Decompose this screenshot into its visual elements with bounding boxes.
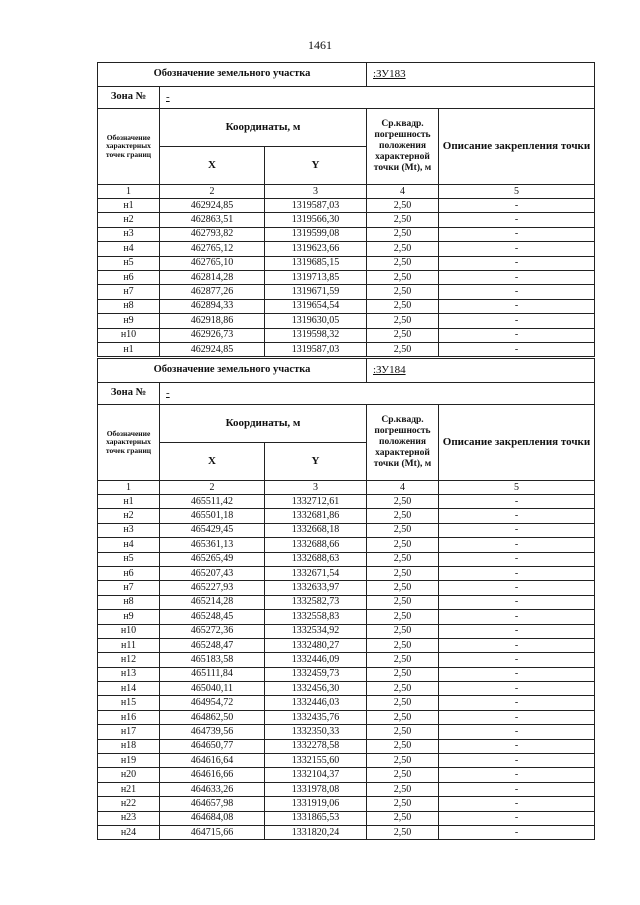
description-value: - [439, 328, 595, 342]
point-id: н4 [98, 242, 160, 256]
y-value: 1319587,03 [265, 342, 367, 356]
parcel-value: :ЗУ183 [367, 63, 595, 87]
x-value: 462793,82 [160, 227, 265, 241]
point-id: н9 [98, 610, 160, 624]
table-row [98, 638, 595, 652]
x-header: X [160, 147, 265, 185]
column-number: 5 [439, 185, 595, 199]
point-id: н19 [98, 754, 160, 768]
y-value: 1319654,54 [265, 299, 367, 313]
accuracy-value: 2,50 [367, 495, 439, 509]
page-number: 1461 [308, 38, 332, 52]
accuracy-header: Ср.квадр. погрешность положения характерной точки (Mt), м [367, 405, 439, 481]
point-id: н14 [98, 682, 160, 696]
x-value: 465429,45 [160, 523, 265, 537]
accuracy-value: 2,50 [367, 653, 439, 667]
x-value: 464650,77 [160, 739, 265, 753]
point-id: н5 [98, 256, 160, 270]
accuracy-value: 2,50 [367, 285, 439, 299]
point-id: н16 [98, 710, 160, 724]
y-value: 1332446,09 [265, 653, 367, 667]
description-value: - [439, 270, 595, 284]
y-value: 1332446,03 [265, 696, 367, 710]
accuracy-value: 2,50 [367, 797, 439, 811]
table-row [98, 667, 595, 681]
x-value: 465501,18 [160, 509, 265, 523]
table-row [98, 595, 595, 609]
x-value: 462924,85 [160, 342, 265, 356]
description-value: - [439, 696, 595, 710]
x-value: 464633,26 [160, 782, 265, 796]
point-id: н11 [98, 638, 160, 652]
y-value: 1332480,27 [265, 638, 367, 652]
column-number: 5 [439, 481, 595, 495]
description-value: - [439, 199, 595, 213]
description-value: - [439, 495, 595, 509]
point-id: н20 [98, 768, 160, 782]
description-value: - [439, 667, 595, 681]
point-id: н24 [98, 825, 160, 839]
table-row [98, 682, 595, 696]
x-header: X [160, 443, 265, 481]
accuracy-value: 2,50 [367, 624, 439, 638]
point-id: н5 [98, 552, 160, 566]
table-row [98, 754, 595, 768]
point-id: н8 [98, 299, 160, 313]
accuracy-value: 2,50 [367, 768, 439, 782]
table-row [98, 227, 595, 241]
description-value: - [439, 610, 595, 624]
y-value: 1332582,73 [265, 595, 367, 609]
point-id: н8 [98, 595, 160, 609]
table-row [98, 610, 595, 624]
table-row [98, 624, 595, 638]
accuracy-header: Ср.квадр. погрешность положения характерной точки (Mt), м [367, 109, 439, 185]
description-value: - [439, 566, 595, 580]
description-value: - [439, 754, 595, 768]
x-value: 462877,26 [160, 285, 265, 299]
y-value: 1332534,92 [265, 624, 367, 638]
column-number: 4 [367, 481, 439, 495]
x-value: 465040,11 [160, 682, 265, 696]
x-value: 465511,42 [160, 495, 265, 509]
accuracy-value: 2,50 [367, 256, 439, 270]
y-header: Y [265, 443, 367, 481]
point-id: н13 [98, 667, 160, 681]
description-value: - [439, 523, 595, 537]
accuracy-value: 2,50 [367, 227, 439, 241]
description-value: - [439, 797, 595, 811]
description-value: - [439, 811, 595, 825]
column-number: 3 [265, 481, 367, 495]
description-value: - [439, 342, 595, 356]
y-value: 1319566,30 [265, 213, 367, 227]
y-value: 1332671,54 [265, 566, 367, 580]
table-row [98, 342, 595, 356]
description-value: - [439, 213, 595, 227]
description-value: - [439, 595, 595, 609]
description-header: Описание закрепления точки [439, 405, 595, 481]
point-id: н6 [98, 270, 160, 284]
x-value: 462863,51 [160, 213, 265, 227]
point-id: н15 [98, 696, 160, 710]
x-value: 464616,66 [160, 768, 265, 782]
y-value: 1332558,83 [265, 610, 367, 624]
y-value: 1332456,30 [265, 682, 367, 696]
description-value: - [439, 710, 595, 724]
description-value: - [439, 552, 595, 566]
x-value: 465227,93 [160, 581, 265, 595]
description-header: Описание закрепления точки [439, 109, 595, 185]
y-value: 1332278,58 [265, 739, 367, 753]
point-id: н9 [98, 314, 160, 328]
table-row [98, 328, 595, 342]
y-value: 1319623,66 [265, 242, 367, 256]
x-value: 462894,33 [160, 299, 265, 313]
point-id: н1 [98, 342, 160, 356]
y-header: Y [265, 147, 367, 185]
zone-value: - [160, 87, 595, 109]
table-row [98, 256, 595, 270]
point-id: н12 [98, 653, 160, 667]
y-value: 1331820,24 [265, 825, 367, 839]
y-value: 1331978,08 [265, 782, 367, 796]
x-value: 465248,47 [160, 638, 265, 652]
table-row [98, 739, 595, 753]
point-id: н7 [98, 581, 160, 595]
column-number: 3 [265, 185, 367, 199]
coordinates-header: Координаты, м [160, 405, 367, 443]
y-value: 1332104,37 [265, 768, 367, 782]
x-value: 464684,08 [160, 811, 265, 825]
point-designation-header: Обозначение характерных точек границ [98, 405, 160, 481]
point-id: н3 [98, 523, 160, 537]
x-value: 464739,56 [160, 725, 265, 739]
x-value: 465207,43 [160, 566, 265, 580]
accuracy-value: 2,50 [367, 667, 439, 681]
y-value: 1332688,66 [265, 538, 367, 552]
point-id: н18 [98, 739, 160, 753]
accuracy-value: 2,50 [367, 682, 439, 696]
point-id: н10 [98, 624, 160, 638]
table-row [98, 495, 595, 509]
table-row [98, 242, 595, 256]
description-value: - [439, 299, 595, 313]
table-row [98, 725, 595, 739]
point-id: н3 [98, 227, 160, 241]
x-value: 465272,36 [160, 624, 265, 638]
accuracy-value: 2,50 [367, 523, 439, 537]
point-id: н7 [98, 285, 160, 299]
y-value: 1332350,33 [265, 725, 367, 739]
y-value: 1319598,32 [265, 328, 367, 342]
accuracy-value: 2,50 [367, 782, 439, 796]
point-id: н10 [98, 328, 160, 342]
table-row [98, 523, 595, 537]
table-row [98, 509, 595, 523]
accuracy-value: 2,50 [367, 328, 439, 342]
description-value: - [439, 538, 595, 552]
accuracy-value: 2,50 [367, 299, 439, 313]
description-value: - [439, 242, 595, 256]
accuracy-value: 2,50 [367, 509, 439, 523]
accuracy-value: 2,50 [367, 825, 439, 839]
point-id: н4 [98, 538, 160, 552]
x-value: 464657,98 [160, 797, 265, 811]
y-value: 1319713,85 [265, 270, 367, 284]
accuracy-value: 2,50 [367, 314, 439, 328]
accuracy-value: 2,50 [367, 242, 439, 256]
x-value: 465214,28 [160, 595, 265, 609]
y-value: 1332633,97 [265, 581, 367, 595]
parcel-label: Обозначение земельного участка [98, 63, 367, 87]
description-value: - [439, 227, 595, 241]
x-value: 465111,84 [160, 667, 265, 681]
table-row [98, 653, 595, 667]
parcel-value: :ЗУ184 [367, 359, 595, 383]
accuracy-value: 2,50 [367, 213, 439, 227]
column-number: 2 [160, 185, 265, 199]
table-row [98, 782, 595, 796]
x-value: 462814,28 [160, 270, 265, 284]
zone-label: Зона № [98, 383, 160, 405]
x-value: 464862,50 [160, 710, 265, 724]
coordinates-header: Координаты, м [160, 109, 367, 147]
point-id: н22 [98, 797, 160, 811]
point-id: н1 [98, 495, 160, 509]
point-id: н21 [98, 782, 160, 796]
description-value: - [439, 682, 595, 696]
description-value: - [439, 782, 595, 796]
accuracy-value: 2,50 [367, 725, 439, 739]
y-value: 1331865,53 [265, 811, 367, 825]
table-row [98, 270, 595, 284]
accuracy-value: 2,50 [367, 696, 439, 710]
table-row [98, 552, 595, 566]
point-id: н1 [98, 199, 160, 213]
point-designation-header: Обозначение характерных точек границ [98, 109, 160, 185]
point-id: н17 [98, 725, 160, 739]
accuracy-value: 2,50 [367, 270, 439, 284]
table-row [98, 285, 595, 299]
accuracy-value: 2,50 [367, 538, 439, 552]
x-value: 464715,66 [160, 825, 265, 839]
y-value: 1332459,73 [265, 667, 367, 681]
table-row [98, 825, 595, 839]
accuracy-value: 2,50 [367, 595, 439, 609]
y-value: 1319685,15 [265, 256, 367, 270]
accuracy-value: 2,50 [367, 754, 439, 768]
accuracy-value: 2,50 [367, 581, 439, 595]
x-value: 462924,85 [160, 199, 265, 213]
table-row [98, 566, 595, 580]
accuracy-value: 2,50 [367, 610, 439, 624]
x-value: 465265,49 [160, 552, 265, 566]
column-number: 2 [160, 481, 265, 495]
table-row [98, 768, 595, 782]
x-value: 462765,10 [160, 256, 265, 270]
x-value: 464954,72 [160, 696, 265, 710]
description-value: - [439, 314, 595, 328]
coordinates-table-1 [97, 62, 595, 357]
accuracy-value: 2,50 [367, 342, 439, 356]
column-number: 1 [98, 185, 160, 199]
point-id: н6 [98, 566, 160, 580]
zone-value: - [160, 383, 595, 405]
x-value: 462926,73 [160, 328, 265, 342]
description-value: - [439, 825, 595, 839]
y-value: 1319671,59 [265, 285, 367, 299]
description-value: - [439, 581, 595, 595]
y-value: 1332155,60 [265, 754, 367, 768]
y-value: 1331919,06 [265, 797, 367, 811]
accuracy-value: 2,50 [367, 811, 439, 825]
table-row [98, 538, 595, 552]
y-value: 1319599,08 [265, 227, 367, 241]
description-value: - [439, 725, 595, 739]
table-row [98, 811, 595, 825]
x-value: 462918,86 [160, 314, 265, 328]
column-number: 1 [98, 481, 160, 495]
point-id: н23 [98, 811, 160, 825]
accuracy-value: 2,50 [367, 739, 439, 753]
y-value: 1332681,86 [265, 509, 367, 523]
x-value: 465361,13 [160, 538, 265, 552]
y-value: 1332668,18 [265, 523, 367, 537]
description-value: - [439, 653, 595, 667]
y-value: 1332688,63 [265, 552, 367, 566]
table-row [98, 199, 595, 213]
x-value: 465248,45 [160, 610, 265, 624]
description-value: - [439, 256, 595, 270]
y-value: 1332435,76 [265, 710, 367, 724]
y-value: 1319630,05 [265, 314, 367, 328]
table-row [98, 710, 595, 724]
parcel-label: Обозначение земельного участка [98, 359, 367, 383]
y-value: 1332712,61 [265, 495, 367, 509]
y-value: 1319587,03 [265, 199, 367, 213]
accuracy-value: 2,50 [367, 710, 439, 724]
description-value: - [439, 509, 595, 523]
x-value: 464616,64 [160, 754, 265, 768]
accuracy-value: 2,50 [367, 199, 439, 213]
description-value: - [439, 739, 595, 753]
table-row [98, 581, 595, 595]
x-value: 462765,12 [160, 242, 265, 256]
table-row [98, 299, 595, 313]
description-value: - [439, 638, 595, 652]
coordinates-table-2 [97, 358, 595, 840]
x-value: 465183,58 [160, 653, 265, 667]
description-value: - [439, 285, 595, 299]
description-value: - [439, 624, 595, 638]
table-row [98, 213, 595, 227]
point-id: н2 [98, 213, 160, 227]
accuracy-value: 2,50 [367, 638, 439, 652]
column-number: 4 [367, 185, 439, 199]
table-row [98, 696, 595, 710]
description-value: - [439, 768, 595, 782]
accuracy-value: 2,50 [367, 566, 439, 580]
table-row [98, 797, 595, 811]
accuracy-value: 2,50 [367, 552, 439, 566]
point-id: н2 [98, 509, 160, 523]
zone-label: Зона № [98, 87, 160, 109]
table-row [98, 314, 595, 328]
